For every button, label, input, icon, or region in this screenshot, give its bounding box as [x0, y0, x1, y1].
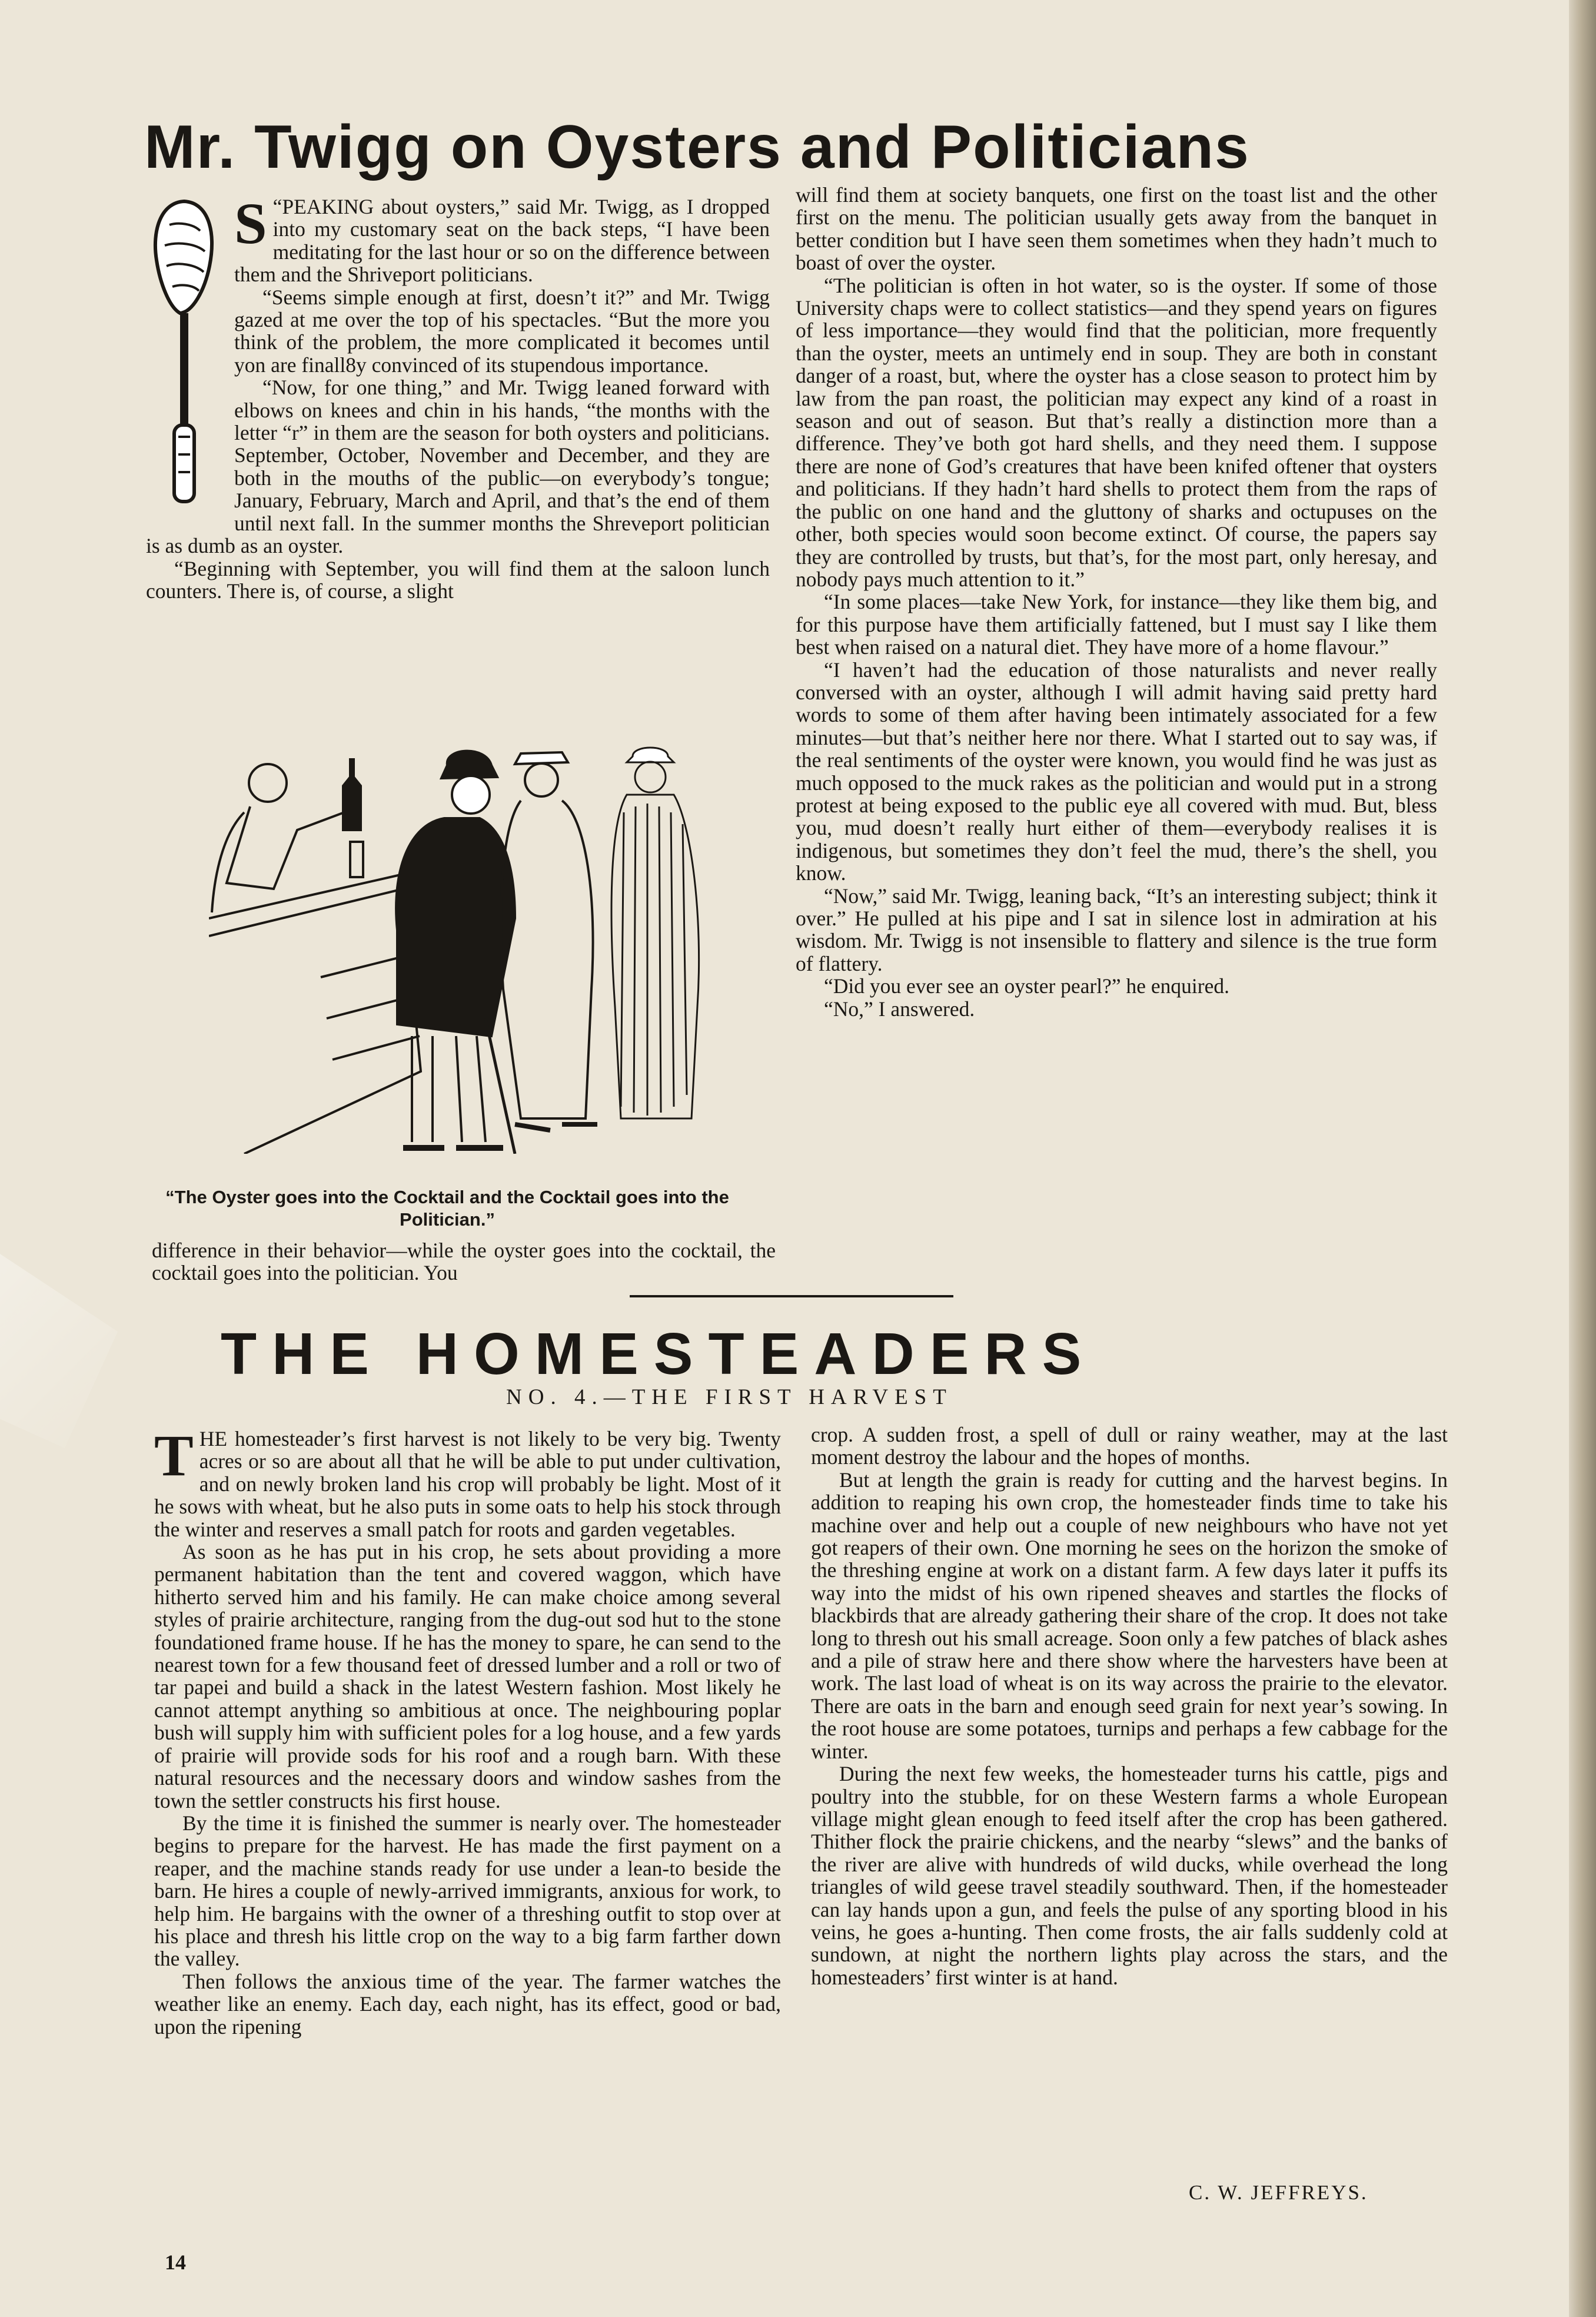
paragraph: difference in their behavior—while the oyster goes into the cocktail, the cocktail goes into the politician. You — [152, 1239, 776, 1285]
twigg-left-column — [146, 195, 770, 725]
paragraph: Then follows the anxious time of the year. The farmer watches the weather like an enemy. Each day, each night, has its effect, good or bad, upon the ripening — [154, 1969, 781, 2039]
paragraph: But at length the grain is ready for cutting and the harvest begins. In addition to reaping his own crop, the homesteader finds time to take his machine over and help out a couple of new neighbours who have not yet got reapers of their own. One morning he sees on the horizon the smoke of the threshing engine at work on a distant farm. A few days later it puffs its way into the midst of his own ripened sheaves and startles the flocks of blackbirds that are already gathering their share of the crop. It does not take long to thresh out his small acreage. Soon only a few patches of black ashes and a pile of straw here and there show where the harvesters have been at work. The last load of wheat is on its way across the prairie to the elevator. There are oats in the barn and enough seed grain for next year’s sowing. In the root house are some potatoes, turnips and perhaps a few cabbage for the winter. — [811, 1468, 1448, 1763]
paragraph: “Now,” said Mr. Twigg, leaning back, “It’s an interesting subject; think it over.” He pulled at his pipe and I sat in silence lost in admiration at his wisdom. Mr. Twigg is not insensible to flattery and silence is the true form of flattery. — [796, 884, 1437, 975]
paragraph: “The politician is often in hot water, so is the oyster. If some of those University chaps were to collect statistics—and they spend years on figures of less importance—they would find that the politician, more frequently than the oyster, meets an untimely end in soup. They are both in constant danger of a roast, but, where the oyster has a close season to protect him by law from the pan roast, the politician may expect any kind of a roast in season and out of season. But that’s really a distinction more than a difference. They’ve both got hard shells, and they need them. I suppose there are none of God’s creatures that have been knifed oftener that oysters and politicians. If they hadn’t hard shells to protect them from the raps of the public on one hand and the gluttony of sharks and octupuses on the other, both species would soon become extinct. Of course, the papers say they are controlled by trusts, but that’s, for the most part, only heresay, and nobody pays much attention to it.” — [796, 273, 1437, 591]
paragraph: crop. A sudden frost, a spell of dull or rainy weather, may at the last moment destroy the labour and the hopes of months. — [811, 1423, 1448, 1469]
page-edge — [1569, 0, 1596, 2317]
paragraph: HE homesteader’s first harvest is not likely to be very big. Twenty acres or so are about all that he will be able to put under cultivation, and on newly broken land his crop will probably be light. Most of it he sows with wheat, but he also puts in some oats to help his stock through the winter and reserves a small patch for roots and garden vegetables. — [154, 1428, 781, 1541]
homesteaders-right-column — [811, 1423, 1448, 2178]
bar-scene-illustration — [209, 742, 756, 1154]
twigg-after-caption — [152, 1239, 776, 1284]
paragraph: “In some places—take New York, for instance—they like them big, and for this purpose have them artificially fattened, but I must say I like them best when raised on a natural diet. They have more of a home flavour.” — [796, 590, 1437, 659]
article-title-twigg: Mr. Twigg on Oysters and Politicians — [144, 113, 1250, 181]
paragraph: “I haven’t had the education of those naturalists and never really conversed with an oyster, although I will admit having said pretty hard words to some of them after having been intimately associated for a few minutes—but that’s neither here nor there. What I started out to say was, if the real sentiments of the oyster were known, you would find he was just as much opposed to the muck rakes as the politician and would put in a strong protest at being exposed to the public eye all covered with mud. But, bless you, mud doesn’t really hurt either of them—everybody realises it is indigenous, but sometimes they don’t feel the mud, there’s the shell, you know. — [796, 658, 1437, 885]
twigg-right-column — [796, 184, 1437, 1290]
homesteaders-left-column — [154, 1428, 781, 2231]
paragraph: “No,” I answered. — [824, 997, 975, 1021]
paragraph: “Seems simple enough at first, doesn’t it?” and Mr. Twigg gazed at me over the top of his spectacles. “But the more you think of the problem, the more complicated it becomes until yon are finall8y convinced of its stupendous importance. — [234, 285, 770, 377]
page-fold — [0, 1254, 118, 1448]
paragraph: “Now, for one thing,” and Mr. Twigg leaned forward with elbows on knees and chin in his hands, “the months with the letter “r” in them are the season for both oysters and politicians. September, October, November and December, and they are both in the mouths of the public—on everybody’s tongue; January, February, March and April, and that’s the end of them until next fall. In the summer months the Shreveport politician is as dumb as an oyster. — [146, 376, 770, 558]
article-title-homesteaders: THE HOMESTEADERS — [221, 1321, 1097, 1387]
paragraph: As soon as he has put in his crop, he sets about providing a more permanent habitation than the tent and covered waggon, which have hitherto served him and his family. He can make choice among several styles of prairie architecture, ranging from the dug-out sod hut to the stone foundationed frame house. If he has the money to spare, he can send to the nearest town for a few thousand feet of dressed lumber and a roll or two of tar papei and build a shack in the latest Western fashion. Most likely he cannot attempt anything so ambitious at once. The neighbouring poplar bush will supply him with sufficient poles for a log house, and a few yards of prairie will provide sods for his roof and a rough barn. With these natural resources and the necessary doors and window sashes from the town the settler constructs his first house. — [154, 1540, 781, 1813]
paragraph: “Did you ever see an oyster pearl?” he enquired. — [824, 974, 1229, 998]
section-divider — [630, 1295, 953, 1297]
paragraph: “PEAKING about oysters,” said Mr. Twigg, as I dropped into my customary seat on the back steps, “I have been meditating for the last hour or so on the difference between them and the Shriveport politicians. — [234, 195, 770, 287]
author-signature: C. W. JEFFREYS. — [1189, 2181, 1368, 2204]
paragraph: will find them at society banquets, one first on the toast list and the other first on the menu. The politician usually gets away from the banquet in better condition but I have seen them sometimes when they hadn’t much to boast of over the oyster. — [796, 184, 1437, 275]
oyster-fork-icon — [146, 195, 222, 507]
dropcap-t: T — [154, 1428, 194, 1488]
article-subtitle: NO. 4.—THE FIRST HARVEST — [506, 1385, 953, 1409]
dropcap-s: S — [234, 195, 267, 256]
paragraph: By the time it is finished the summer is nearly over. The homesteader begins to prepare for the harvest. He has made the first payment on a reaper, and the machine stands ready for use under a lean-to beside the barn. He hires a couple of newly-arrived immigrants, anxious for work, to help him. He bargains with the owner of a threshing outfit to stop over at his place and thresh his little crop on the way to a big farm farther down the valley. — [154, 1811, 781, 1971]
paragraph: During the next few weeks, the homesteader turns his cattle, pigs and poultry into the stubble, for on these Western farms a whole European village might glean enough to feed itself after the crop has been gathered. Thither flock the prairie chickens, and the nearby “slews” and the banks of the river are alive with hundreds of wild ducks, while overhead the long triangles of wild geese travel steadily southward. Then, if the homesteader can lay hands upon a gun, and feels the pulse of any sporting blood in his veins, he goes a-hunting. Then come frosts, the air falls suddenly cold at sundown, at night the northern lights play across the stars, and the homesteaders’ first winter is at hand. — [811, 1762, 1448, 1989]
illustration-caption: “The Oyster goes into the Cocktail and the Cocktail goes into the Politician.” — [165, 1187, 729, 1230]
page-number: 14 — [165, 2250, 186, 2274]
paragraph: “Beginning with September, you will find them at the saloon lunch counters. There is, of course, a slight — [146, 556, 770, 603]
